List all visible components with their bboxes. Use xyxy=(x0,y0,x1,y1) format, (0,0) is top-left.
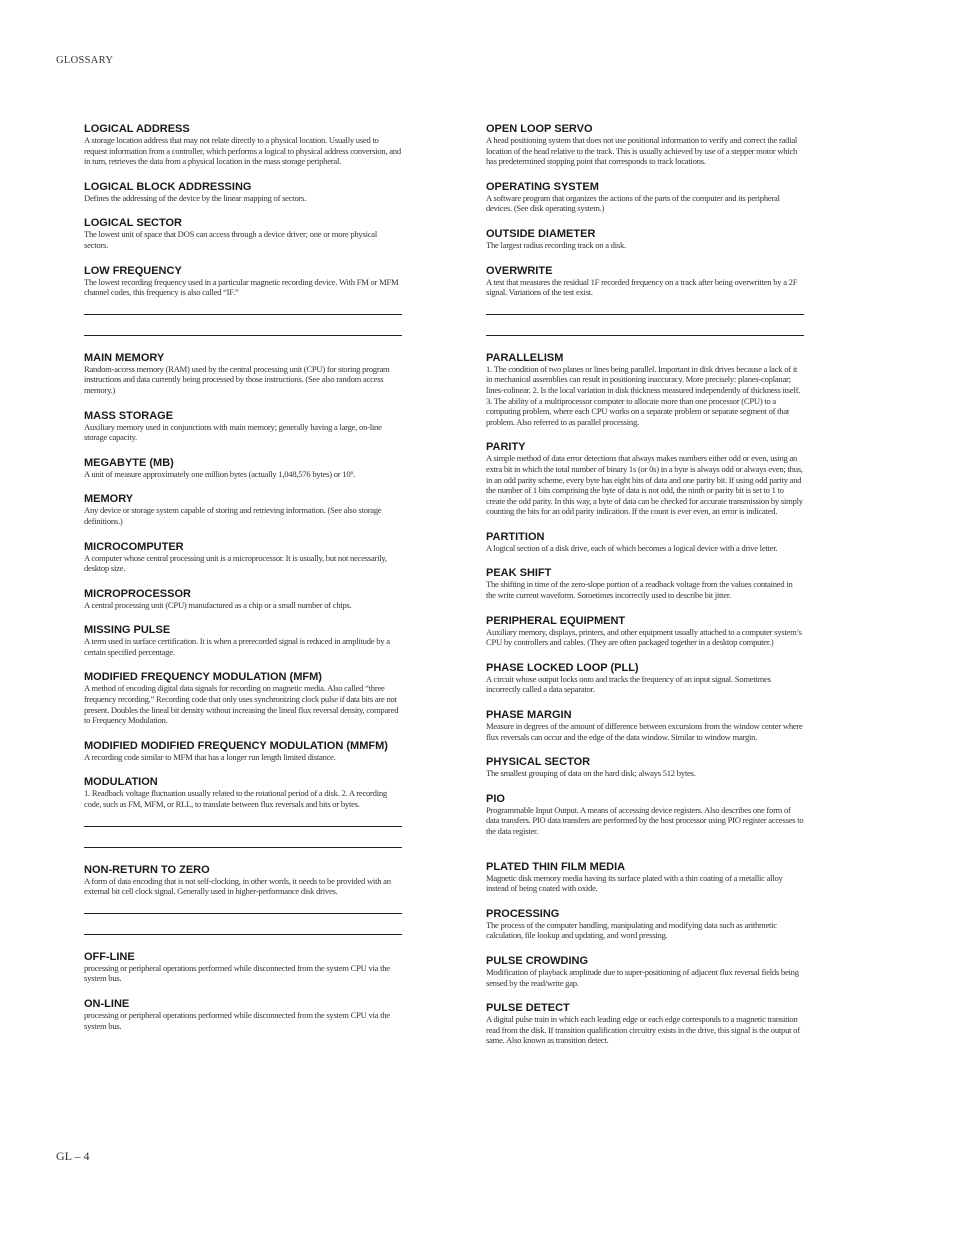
glossary-term: OUTSIDE DIAMETER xyxy=(486,227,596,240)
glossary-definition: The process of the computer handling, manipulating and modifying data such as arithmetic calculation, file lookup and updating, and word pressing. xyxy=(486,919,777,941)
glossary-definition: A storage location address that may not relate directly to a physical location. Usually used to request information from a controller, which performs a logical to physical address conversion, and in turn, retrieves the data from a physical location in the mass storage peripheral. xyxy=(84,135,401,167)
glossary-entry xyxy=(486,265,804,298)
glossary-entry xyxy=(486,756,804,779)
glossary-entry xyxy=(486,908,804,941)
glossary-entry xyxy=(84,493,402,526)
glossary-definition: processing or peripheral operations performed while disconnected from the system CPU via the system bus. xyxy=(84,962,390,984)
glossary-term: MAIN MEMORY xyxy=(84,351,165,364)
section-divider xyxy=(84,913,402,914)
glossary-term: PARALLELISM xyxy=(486,351,564,364)
glossary-term: NON-RETURN TO ZERO xyxy=(84,863,210,876)
section-divider xyxy=(84,314,402,315)
glossary-term: PEAK SHIFT xyxy=(486,567,552,580)
glossary-definition: Magnetic disk memory media having its surface plated with a thin coating of a metallic alloy instead of being coated with oxide. xyxy=(486,872,783,894)
glossary-entry xyxy=(84,671,402,725)
glossary-entry xyxy=(486,709,804,742)
section-divider xyxy=(486,314,804,315)
glossary-definition: Programmable Input Output. A means of accessing device registers. Also describes one form of data transfers. PIO data transfers are performed by the host processor using PIO register accesses to the data register. xyxy=(486,804,804,836)
glossary-term: PROCESSING xyxy=(486,907,560,920)
glossary-term: MASS STORAGE xyxy=(84,409,174,422)
glossary-entry xyxy=(84,352,402,396)
glossary-term: OPEN LOOP SERVO xyxy=(486,123,593,135)
glossary-definition: A software program that organizes the actions of the parts of the computer and its peripheral devices. (See disk operating system.) xyxy=(486,192,780,214)
glossary-definition: A term used in surface certification. It is when a prerecorded signal is reduced in amplitude by a certain specified percentage. xyxy=(84,636,390,657)
section-divider xyxy=(84,847,402,848)
glossary-definition: processing or peripheral operations performed while disconnected from the system CPU via the system bus. xyxy=(84,1010,390,1031)
glossary-definition: The smallest grouping of data on the hard disk; always 512 bytes. xyxy=(486,768,696,779)
glossary-term: MODIFIED MODIFIED FREQUENCY MODULATION (MMFM) xyxy=(84,739,388,752)
glossary-definition: A digital pulse train in which each leading edge or each edge corresponds to a magnetic transition read from the disk. If transition qualification circuitry exists in the drive, this signal is the output of same. Also known as transition detect. xyxy=(486,1014,800,1046)
glossary-term: LOGICAL SECTOR xyxy=(84,217,182,230)
glossary-entry xyxy=(486,955,804,988)
glossary-entry xyxy=(84,457,402,480)
glossary-term: MODULATION xyxy=(84,776,158,789)
glossary-term: OVERWRITE xyxy=(486,264,553,277)
glossary-entry xyxy=(486,228,804,251)
glossary-term: PHASE MARGIN xyxy=(486,709,572,722)
glossary-entry xyxy=(84,864,402,897)
glossary-term: OFF-LINE xyxy=(84,950,135,963)
glossary-definition: A logical section of a disk drive, each of which becomes a logical device with a drive letter. xyxy=(486,542,778,553)
glossary-entry xyxy=(84,998,402,1031)
glossary-entry xyxy=(84,265,402,298)
section-divider xyxy=(84,335,402,336)
glossary-term: PARITY xyxy=(486,441,526,454)
glossary-term: MICROPROCESSOR xyxy=(84,587,191,600)
glossary-entry xyxy=(486,441,804,517)
glossary-definition: Measure in degrees of the amount of difference between excursions from the window center where flux reversals can occur and the edge of the data window. Similar to window margin. xyxy=(486,721,803,742)
glossary-term: PULSE CROWDING xyxy=(486,954,589,967)
glossary-definition: A simple method of data error detections that always makes numbers either odd or even, using an extra bit in which the total number of binary 1s (or 0s) in a byte is always odd or always even; thus, in an odd parity scheme, every byte has eight bits of data and one parity bit. If using odd parity and the number of 1 bits comprising the byte of data is not odd, the ninth or parity bit is set to 1 to create the odd parity. In this way, a byte of data can be checked for accurate transmission by simply counting the bits for an odd parity indication. If the count is ever even, an error is indicated. xyxy=(486,453,803,517)
glossary-definition: The shifting in time of the zero-slope portion of a readback voltage from the values contained in the write current waveform. Sometimes incorrectly used to describe bit jitter. xyxy=(486,579,793,601)
glossary-definition: The lowest unit of space that DOS can access through a device driver; one or more physical sectors. xyxy=(84,229,377,250)
section-divider xyxy=(84,826,402,827)
glossary-definition: A test that measures the residual 1F recorded frequency on a track after being overwritten by a 2F signal. Variations of the test exist. xyxy=(486,276,798,298)
glossary-term: PHASE LOCKED LOOP (PLL) xyxy=(486,661,639,674)
glossary-entry xyxy=(84,410,402,443)
glossary-term: MICROCOMPUTER xyxy=(84,540,184,553)
glossary-entry xyxy=(84,217,402,250)
glossary-entry xyxy=(486,123,804,167)
running-head: GLOSSARY xyxy=(56,55,114,66)
glossary-definition: A recording code similar to MFM that has a longer run length limited distance. xyxy=(84,751,336,762)
glossary-term: PARTITION xyxy=(486,530,545,543)
glossary-definition: A circuit whose output locks onto and tracks the frequency of an input signal. Sometimes incorrectly called a data separator. xyxy=(486,673,771,695)
glossary-entry xyxy=(84,588,402,611)
glossary-entry xyxy=(84,624,402,657)
glossary-term: MODIFIED FREQUENCY MODULATION (MFM) xyxy=(84,671,322,684)
glossary-definition: A form of data encoding that is not self-clocking, in other words, it needs to be provided with an external bit cell clock signal. Generally used in higher-performance disk drives. xyxy=(84,875,391,897)
glossary-entry xyxy=(486,352,804,428)
glossary-entry xyxy=(486,567,804,600)
glossary-term: PLATED THIN FILM MEDIA xyxy=(486,860,626,873)
section-divider xyxy=(486,335,804,336)
glossary-term: MEMORY xyxy=(84,493,134,506)
glossary-entry xyxy=(84,740,402,763)
glossary-definition: A central processing unit (CPU) manufactured as a chip or a small number of chips. xyxy=(84,599,352,610)
glossary-definition: A head positioning system that does not use positional information to verify and correct the radial location of the head relative to the track. This is usually achieved by use of a stepper motor which has predetermined stopping point that corresponds to track locations. xyxy=(486,135,798,167)
glossary-definition: Defines the addressing of the device by the linear mapping of sectors. xyxy=(84,192,307,203)
glossary-term: LOW FREQUENCY xyxy=(84,264,182,277)
glossary-entry xyxy=(84,181,402,204)
glossary-entry xyxy=(486,861,804,894)
glossary-definition: Random-access memory (RAM) used by the central processing unit (CPU) for storing program instructions and data currently being processed by those instructions. (See also random access memory.) xyxy=(84,363,390,395)
glossary-definition: 1. Readback voltage fluctuation usually related to the rotational period of a disk. 2. A recording code, such as FM, MFM, or RLL, to translate between flux reversals and bits or bytes. xyxy=(84,788,387,810)
glossary-definition: A computer whose central processing unit is a microprocessor. It is usually, but not necessarily, desktop size. xyxy=(84,552,387,574)
glossary-definition: Modification of playback amplitude due to super-positioning of adjacent flux reversal fields being sensed by the read/write gap. xyxy=(486,966,799,988)
glossary-entry xyxy=(486,662,804,695)
glossary-definition: A method of encoding digital data signals for recording on magnetic media. Also called “three frequency recording.” Recording code that only uses synchronizing clock pulse if data bits are not present. Doubles the lineal bit density without increasing the lineal flux reversal density, compared to Frequency Modulation. xyxy=(84,683,399,726)
glossary-entry xyxy=(486,793,804,837)
glossary-term: OPERATING SYSTEM xyxy=(486,180,599,193)
glossary-entry xyxy=(84,541,402,574)
glossary-term: PULSE DETECT xyxy=(486,1002,570,1015)
glossary-column-right xyxy=(486,123,804,1046)
glossary-definition: Auxiliary memory, displays, printers, and other equipment usually attached to a computer system’s CPU by controllers and cables. (They are often packaged together in a desktop computer.) xyxy=(486,626,802,648)
glossary-column-left xyxy=(84,123,402,1031)
glossary-term: PHYSICAL SECTOR xyxy=(486,756,591,769)
glossary-definition: Any device or storage system capable of storing and retrieving information. (See also storage definitions.) xyxy=(84,505,382,526)
glossary-term: MEGABYTE (MB) xyxy=(84,456,174,469)
glossary-entry xyxy=(84,951,402,984)
glossary-definition: 1. The condition of two planes or lines being parallel. Important in disk drives because a lack of it in mechanical assemblies can result in positioning inaccuracy. More precisely: planes-coplanar; lines-colinear. 2. Is the local variation in disk thickness measured independently of thickness itself. 3. The ability of a multiprocessor computer to allocate more than one processor (CPU) to a computing problem, where each CPU works on a separate problem or separate segment of that problem. Also referred to as parallel processing. xyxy=(486,363,801,427)
glossary-term: PIO xyxy=(486,792,505,805)
glossary-entry xyxy=(486,1002,804,1046)
glossary-entry xyxy=(84,123,402,167)
glossary-term: LOGICAL ADDRESS xyxy=(84,123,190,135)
glossary-definition: A unit of measure approximately one million bytes (actually 1,048,576 bytes) or 10⁶. xyxy=(84,468,356,479)
glossary-definition: Auxiliary memory used in conjunctions with main memory; generally having a large, on-line storage capacity. xyxy=(84,421,382,443)
glossary-term: ON-LINE xyxy=(84,998,130,1010)
glossary-entry xyxy=(84,776,402,809)
glossary-entry xyxy=(486,615,804,648)
glossary-term: MISSING PULSE xyxy=(84,624,171,637)
glossary-definition: The lowest recording frequency used in a particular magnetic recording device. With FM or MFM channel codes, this frequency is also called “IF.” xyxy=(84,276,399,298)
section-divider xyxy=(84,934,402,935)
glossary-entry xyxy=(486,181,804,214)
glossary-term: LOGICAL BLOCK ADDRESSING xyxy=(84,180,252,193)
page-number: GL – 4 xyxy=(56,1149,90,1163)
glossary-entry xyxy=(486,531,804,554)
glossary-definition: The largest radius recording track on a disk. xyxy=(486,239,626,250)
glossary-term: PERIPHERAL EQUIPMENT xyxy=(486,614,626,627)
